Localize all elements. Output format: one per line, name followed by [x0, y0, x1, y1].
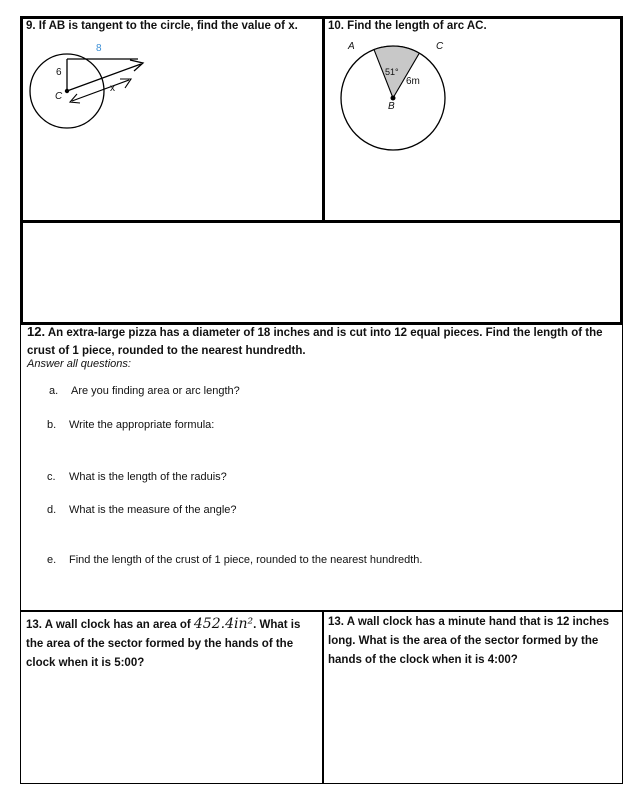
- q12-item-c: c. What is the length of the raduis?: [47, 471, 227, 483]
- q9-x-dimension-line: [72, 80, 129, 101]
- q9-center-dot: [65, 89, 69, 93]
- q12-prompt: [27, 323, 617, 360]
- q10-center-dot: [391, 96, 396, 101]
- q12-item-e: e. Find the length of the crust of 1 piece, rounded to the nearest hundredth.: [47, 554, 423, 566]
- q9-label-x: x: [110, 83, 115, 94]
- q9-title: 9. If AB is tangent to the circle, find the value of x.: [26, 20, 298, 32]
- q12-number: 12.: [27, 324, 46, 339]
- q10-label-radius: 6m: [406, 76, 420, 87]
- q10-label-a: A: [348, 41, 355, 52]
- q12-item-b: b. Write the appropriate formula:: [47, 419, 215, 431]
- q10-label-c: C: [436, 41, 444, 52]
- q10-title: 10. Find the length of arc AC.: [328, 20, 487, 32]
- q9-label-8: 8: [96, 43, 102, 54]
- q13a-area-value: 452.4in²: [193, 616, 254, 632]
- q12-instruction: Answer all questions:: [27, 358, 131, 370]
- q12-item-a: a. Are you finding area or arc length?: [49, 385, 240, 397]
- q12-text: An extra-large pizza has a diameter of 18 inches and is cut into 12 equal pieces. Find the length of the crust of 1 piece, rounded to the nearest hundredth.: [27, 327, 603, 357]
- q9-x-arrow-right: [120, 79, 131, 88]
- q12-item-d: d. What is the measure of the angle?: [47, 504, 237, 516]
- q10-label-angle: 51°: [385, 67, 399, 77]
- q9-label-c: C: [55, 91, 63, 102]
- q13a-prompt: 13. A wall clock has an area of 452.4in². What is the area of the sector formed by the hands of the clock when it is 5:00?: [26, 616, 301, 669]
- blank-answer-box: [20, 220, 623, 325]
- q10-label-b: B: [388, 101, 395, 112]
- q9-tangent-figure: [24, 38, 164, 138]
- q10-sector-figure: [336, 38, 476, 178]
- q9-label-6: 6: [56, 67, 62, 78]
- q13b-prompt: 13. A wall clock has a minute hand that is 12 inches long. What is the area of the sector formed by the hands of the clock when it is 4:00?: [328, 616, 609, 666]
